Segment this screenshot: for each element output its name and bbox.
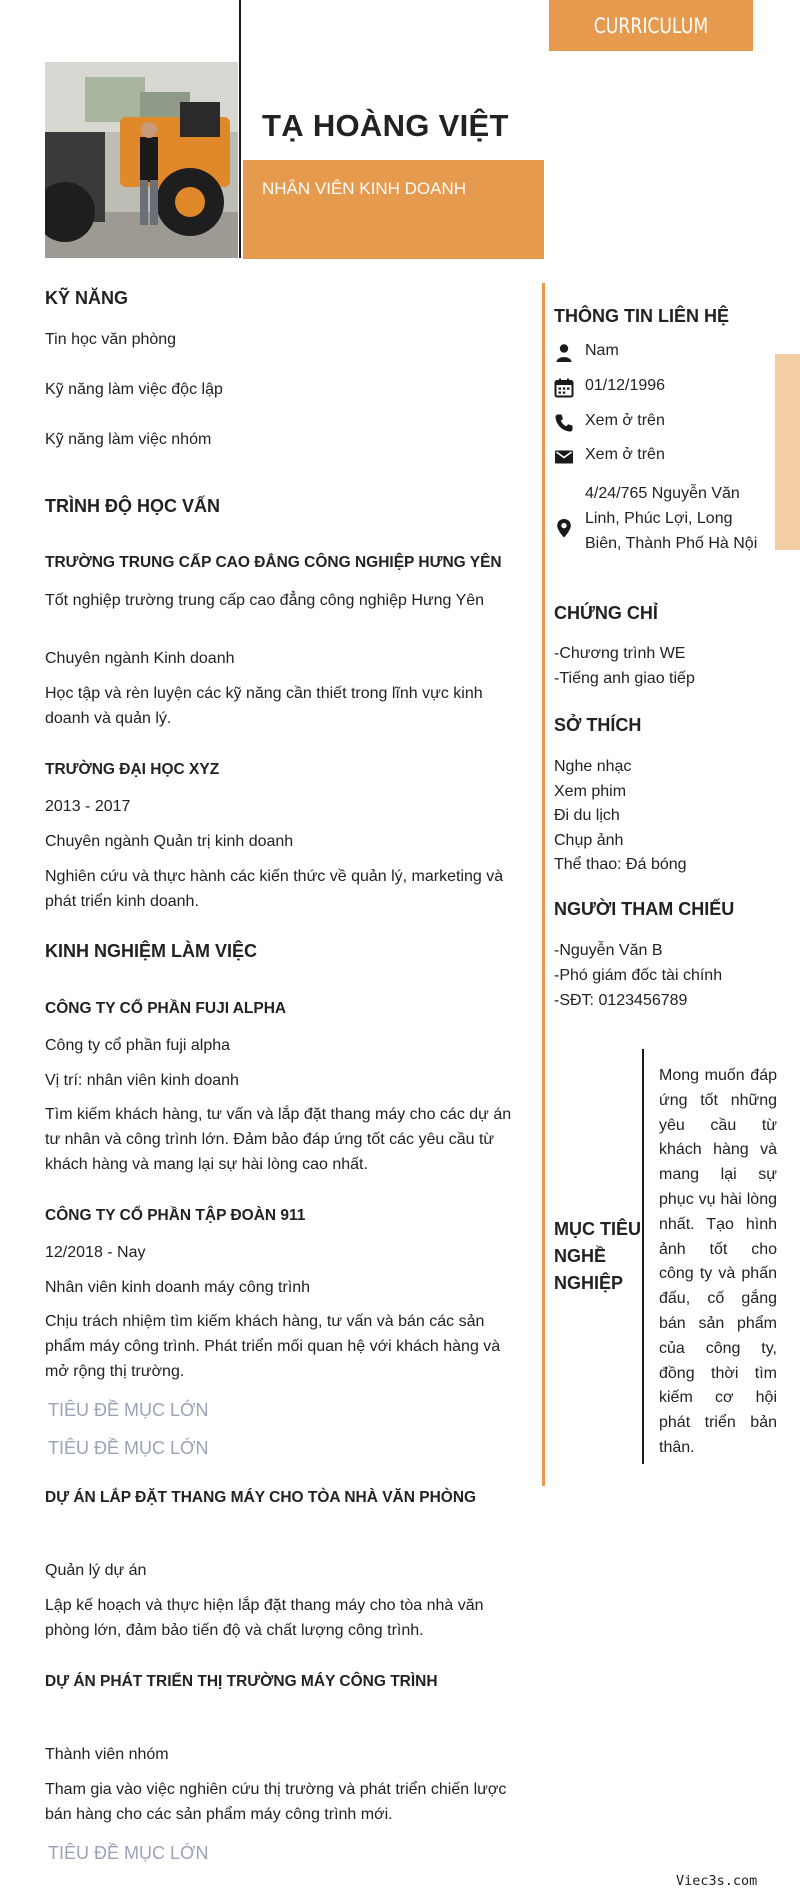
email-value: Xem ở trên — [585, 446, 665, 463]
address-value: 4/24/765 Nguyễn Văn Linh, Phúc Lợi, Long Biên, Thành Phố Hà Nội — [585, 485, 758, 552]
experience-detail: Công ty cổ phần fuji alpha — [45, 1037, 231, 1054]
candidate-name: TẠ HOÀNG VIỆT — [262, 108, 509, 143]
contact-heading: THÔNG TIN LIÊN HỆ — [554, 306, 729, 326]
location-pin-icon — [554, 518, 574, 538]
education-school: TRƯỜNG TRUNG CẤP CAO ĐẲNG CÔNG NGHIỆP HƯNG YÊN — [45, 554, 502, 571]
header-divider — [239, 0, 241, 258]
profile-photo — [45, 62, 238, 258]
project-name: DỰ ÁN PHÁT TRIỂN THỊ TRƯỜNG MÁY CÔNG TRÌNH — [45, 1673, 438, 1690]
experience-description: Tìm kiếm khách hàng, tư vấn và lắp đặt thang máy cho các dự án tư nhân và công trình lớn. Đảm bảo đáp ứng tốt các yêu cầu từ khách hàng và mang lại sự hài lòng cao nhất. — [45, 1106, 512, 1173]
gender-value: Nam — [585, 342, 619, 359]
education-major: Chuyên ngành Quản trị kinh doanh — [45, 833, 294, 850]
hobby-item: Xem phim — [554, 783, 627, 800]
position-box — [243, 160, 544, 259]
hobby-item: Thể thao: Đá bóng — [554, 856, 687, 873]
project-description: Tham gia vào việc nghiên cứu thị trường và phát triển chiến lược bán hàng cho các sản phẩm máy công trình mới. — [45, 1781, 507, 1823]
hobbies-heading: SỞ THÍCH — [554, 715, 642, 735]
footer-watermark: Viec3s.com — [676, 1873, 758, 1889]
contact-dob — [554, 377, 784, 398]
project-description: Lập kế hoạch và thực hiện lắp đặt thang máy cho tòa nhà văn phòng lớn, đảm bảo tiến độ và chất lượng công trình. — [45, 1597, 484, 1639]
phone-icon — [554, 413, 574, 433]
experience-role: Nhân viên kinh doanh máy công trình — [45, 1279, 311, 1296]
mail-icon — [554, 447, 574, 467]
reference-item: -Nguyễn Văn B — [554, 942, 663, 959]
education-description: Nghiên cứu và thực hành các kiến thức về quản lý, marketing và phát triển kinh doanh. — [45, 868, 504, 910]
contact-email — [554, 446, 784, 467]
cv-banner: CURRICULUM VITAE — [549, 0, 753, 51]
skill-item: Kỹ năng làm việc độc lập — [45, 381, 223, 398]
education-school: TRƯỜNG ĐẠI HỌC XYZ — [45, 761, 220, 778]
education-detail: Tốt nghiệp trường trung cấp cao đẳng công nghiệp Hưng Yên — [45, 592, 485, 609]
project-role: Thành viên nhóm — [45, 1746, 169, 1763]
contact-address — [554, 481, 784, 556]
calendar-icon — [554, 378, 574, 398]
experience-heading: KINH NGHIỆM LÀM VIỆC — [45, 941, 258, 961]
column-divider — [542, 283, 545, 1486]
skill-item: Kỹ năng làm việc nhóm — [45, 431, 212, 448]
certificate-item: -Chương trình WE — [554, 645, 686, 662]
objective-heading: MỤC TIÊU NGHỀ NGHIỆP — [554, 1219, 641, 1293]
objective-text: Mong muốn đáp ứng tốt những yêu cầu từ khách hàng và mang lại sự phục vụ hài lòng nhất. Tạo hình ảnh tốt cho công ty và phấn đấu, cố gắng bán sản phẩm của công ty, đồng thời tìm kiếm cơ hội phát triển bản thân. — [659, 1067, 777, 1456]
hobby-item: Đi du lịch — [554, 807, 620, 824]
education-years: 2013 - 2017 — [45, 798, 131, 815]
contact-gender — [554, 342, 784, 363]
placeholder-heading: TIÊU ĐỀ MỤC LỚN — [48, 1843, 209, 1863]
education-major: Chuyên ngành Kinh doanh — [45, 650, 235, 667]
project-role: Quản lý dự án — [45, 1562, 147, 1579]
project-name: DỰ ÁN LẮP ĐẶT THANG MÁY CHO TÒA NHÀ VĂN PHÒNG — [45, 1489, 477, 1506]
skills-heading: KỸ NĂNG — [45, 288, 129, 308]
hobby-item: Chụp ảnh — [554, 832, 624, 849]
certificates-heading: CHỨNG CHỈ — [554, 603, 658, 623]
experience-company: CÔNG TY CỔ PHẦN TẬP ĐOÀN 911 — [45, 1207, 306, 1224]
contact-phone — [554, 412, 784, 433]
reference-heading: NGƯỜI THAM CHIẾU — [554, 899, 735, 919]
skill-item: Tin học văn phòng — [45, 331, 177, 348]
experience-description: Chịu trách nhiệm tìm kiếm khách hàng, tư vấn và bán các sản phẩm máy công trình. Phát triển mối quan hệ với khách hàng và mở rộng thị trường. — [45, 1313, 501, 1380]
candidate-position: NHÂN VIÊN KINH DOANH — [262, 179, 467, 198]
education-description: Học tập và rèn luyện các kỹ năng cần thiết trong lĩnh vực kinh doanh và quản lý. — [45, 685, 483, 727]
education-heading: TRÌNH ĐỘ HỌC VẤN — [45, 496, 220, 516]
reference-item: -Phó giám đốc tài chính — [554, 967, 723, 984]
certificate-item: -Tiếng anh giao tiếp — [554, 670, 695, 687]
placeholder-heading: TIÊU ĐỀ MỤC LỚN — [48, 1400, 209, 1420]
hobby-item: Nghe nhạc — [554, 758, 632, 775]
placeholder-heading: TIÊU ĐỀ MỤC LỚN — [48, 1438, 209, 1458]
reference-item: -SĐT: 0123456789 — [554, 992, 688, 1009]
person-icon — [554, 343, 574, 363]
experience-period: 12/2018 - Nay — [45, 1244, 146, 1261]
dob-value: 01/12/1996 — [585, 377, 666, 394]
experience-company: CÔNG TY CỔ PHẦN FUJI ALPHA — [45, 1000, 287, 1017]
experience-role: Vị trí: nhân viên kinh doanh — [45, 1072, 239, 1089]
phone-value: Xem ở trên — [585, 412, 665, 429]
